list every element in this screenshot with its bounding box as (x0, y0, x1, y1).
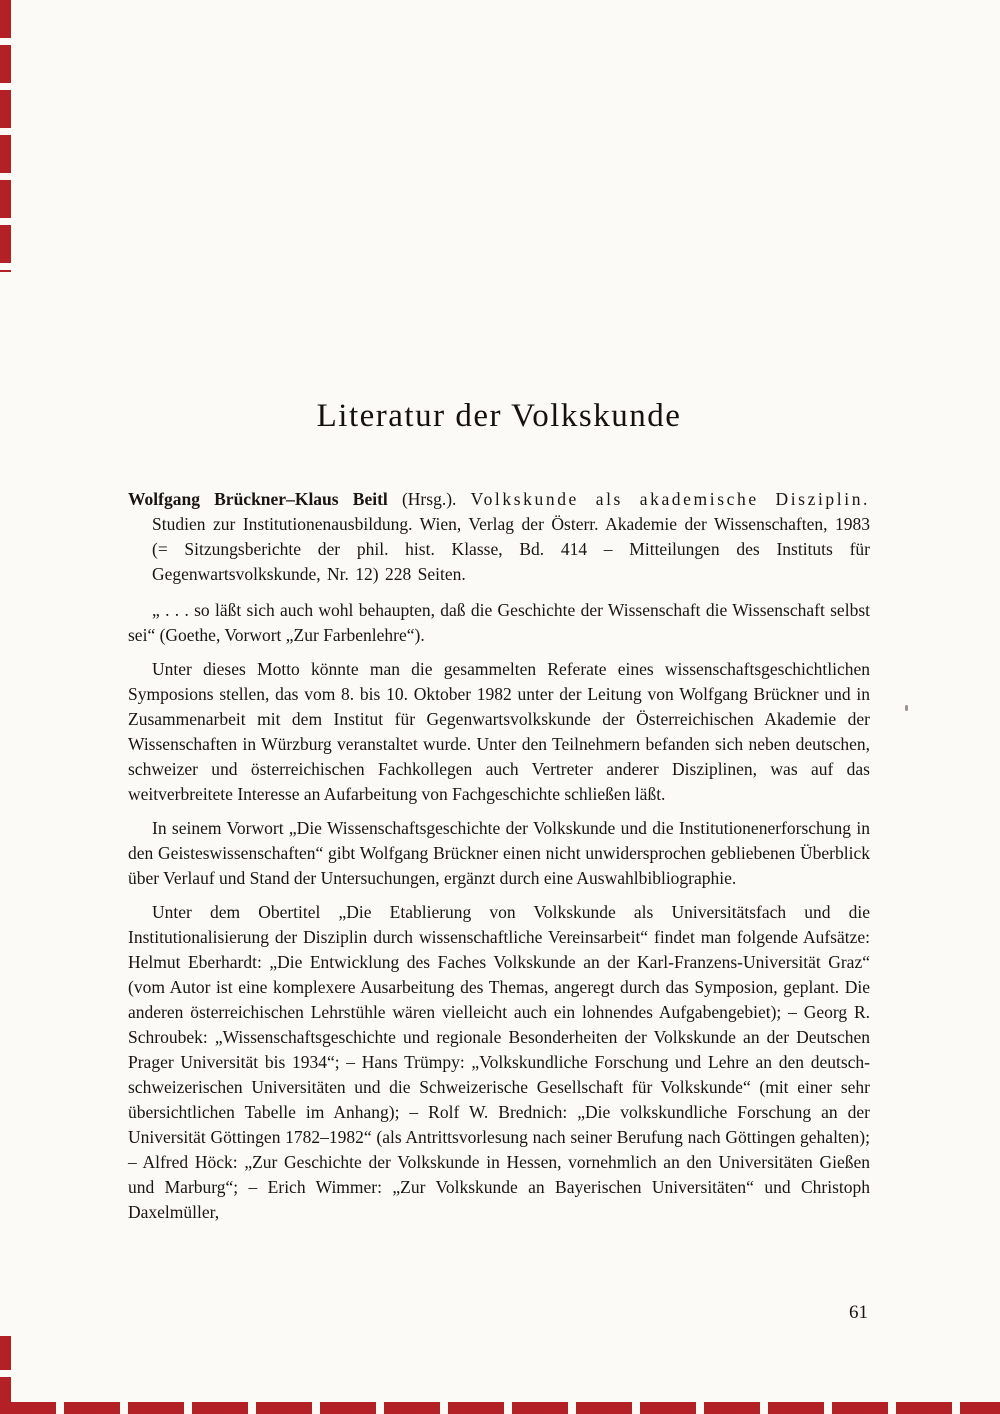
bibliography-entry (128, 487, 870, 587)
entry-spaced-title: Volkskunde als akademische Disziplin. (470, 489, 871, 509)
entry-editor-note: (Hrsg.). (387, 489, 471, 509)
entry-authors: Wolfgang Brückner–Klaus Beitl (128, 489, 388, 509)
page-number: 61 (849, 1302, 868, 1323)
paragraph-symposium: Unter dieses Motto könnte man die gesammelten Referate eines wissenschaftsgeschichtlichen Symposions stellen, das vom 8. bis 10. Oktober 1982 unter der Leitung von Wolfgang Brückner und in Zusammenarbeit mit dem Institut für Gegenwartsvolkskunde der Österreichischen Akademie der Wissenschaften in Würzburg veranstaltet wurde. Unter den Teilnehmern befanden sich neben deutschen, schweizer und österreichischen Fachkollegen auch Vertreter anderer Disziplinen, was auf das weitverbreitete Interesse an Aufarbeitung von Fachgeschichte schließen läßt. (128, 659, 870, 804)
scan-mark-left-top (0, 0, 11, 272)
scan-speck (905, 705, 908, 711)
scan-mark-bottom-edge (0, 1402, 1000, 1414)
paragraph-aufsaetze: Unter dem Obertitel „Die Etablierung von Volkskunde als Universitätsfach und die Institutionalisierung der Disziplin durch wissenschaftliche Vereinsarbeit“ findet man folgende Aufsätze: Helmut Eberhardt: „Die Entwicklung des Faches Volkskunde an der Karl-Franzens-Universität Graz“ (vom Autor ist eine komplexere Ausarbeitung des Themas, angeregt durch das Symposion, geplant. Die anderen österreichischen Lehrstühle wären vielleicht auch ein lohnendes Aufgabengebiet); – Georg R. Schroubek: „Wissenschaftsgeschichte und regionale Besonderheiten der Volkskunde an der Deutschen Prager Universität bis 1934“; – Hans Trümpy: „Volkskundliche Forschung und Lehre an den deutsch-schweizerischen Universitäten und die Schweizerische Gesellschaft für Volkskunde“ (mit einer sehr übersichtlichen Tabelle im Anhang); – Rolf W. Brednich: „Die volkskundliche Forschung an der Universität Göttingen 1782–1982“ (als Antrittsvorlesung nach seiner Berufung nach Göttingen gehalten); – Alfred Höck: „Zur Geschichte der Volkskunde in Hessen, vornehmlich an den Universitäten Gießen und Marburg“; – Erich Wimmer: „Zur Volkskunde an Bayerischen Universitäten“ und Christoph Daxelmüller, (128, 902, 870, 1222)
page-title: Literatur der Volkskunde (316, 398, 682, 434)
text-block (128, 0, 870, 1225)
paragraph-goethe-quote: „ . . . so läßt sich auch wohl behaupten, daß die Geschichte der Wissenschaft die Wissenschaft selbst sei“ (Goethe, Vorwort „Zur Farbenlehre“). (128, 600, 870, 645)
paragraph-vorwort: In seinem Vorwort „Die Wissenschaftsgeschichte der Volkskunde und die Institutionenerforschung in den Geisteswissenschaften“ gibt Wolfgang Brückner einen nicht unwidersprochen gebliebenen Überblick über Verlauf und Stand der Untersuchungen, ergänzt durch eine Auswahlbibliographie. (128, 818, 870, 888)
entry-rest: Studien zur Institutionenausbildung. Wien, Verlag der Österr. Akademie der Wissenschaften, 1983 (= Sitzungsberichte der phil. hist. Klasse, Bd. 414 – Mitteilungen des Instituts für Gegenwartsvolkskunde, Nr. 12) 228 Seiten. (152, 514, 870, 584)
